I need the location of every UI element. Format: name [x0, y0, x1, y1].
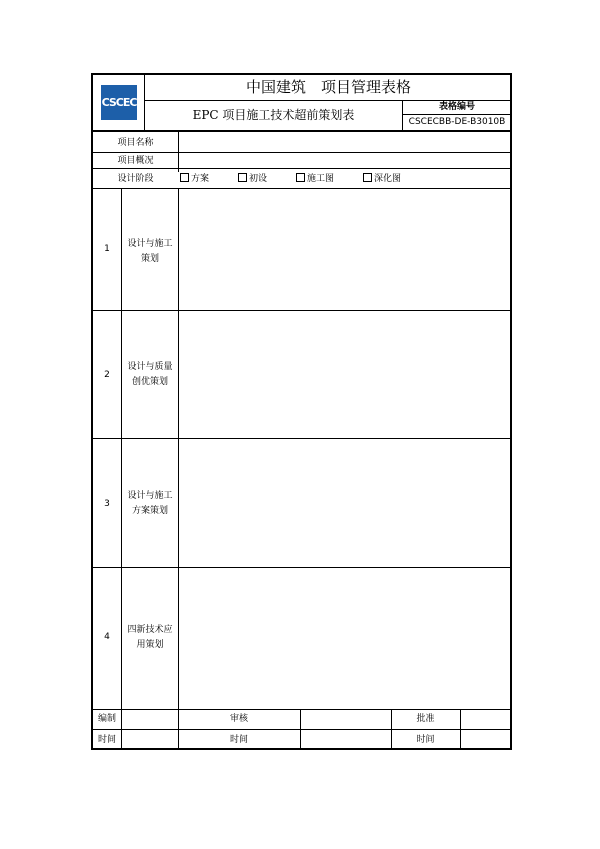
option-construction-drawing[interactable]: 施工图 — [296, 173, 334, 185]
time-field[interactable] — [461, 730, 512, 750]
divider — [121, 709, 122, 750]
project-name-field[interactable] — [179, 132, 512, 152]
project-overview-field[interactable] — [179, 153, 512, 168]
item-content-field[interactable] — [179, 311, 512, 438]
option-detailed-drawing[interactable]: 深化图 — [363, 173, 401, 185]
item-title: 设计与施工 方案策划 — [127, 491, 173, 516]
item-content-field[interactable] — [179, 568, 512, 709]
item-number: 4 — [104, 632, 110, 642]
checkbox-icon — [180, 173, 189, 182]
time-field[interactable] — [122, 730, 178, 750]
checkbox-icon — [363, 173, 372, 182]
time-label: 时间 — [229, 735, 248, 745]
form-table — [91, 73, 512, 750]
divider — [93, 168, 512, 169]
approve-field[interactable] — [461, 710, 512, 729]
review-label: 审核 — [229, 714, 248, 724]
item-title: 设计与施工 策划 — [127, 239, 173, 264]
review-field[interactable] — [301, 710, 391, 729]
divider — [178, 132, 179, 172]
checkbox-icon — [296, 173, 305, 182]
design-stage-label: 设计阶段 — [117, 174, 154, 184]
time-label: 时间 — [416, 735, 435, 745]
form-title-main: 中国建筑 项目管理表格 — [245, 78, 411, 96]
checkbox-icon — [238, 173, 247, 182]
time-label: 时间 — [97, 735, 116, 745]
time-field[interactable] — [301, 730, 391, 750]
approve-label: 批准 — [416, 714, 435, 724]
option-scheme[interactable]: 方案 — [180, 173, 209, 185]
item-number: 2 — [104, 370, 110, 380]
item-title: 四新技术应 用策划 — [127, 625, 173, 650]
form-code-value: CSCECBB-DE-B3010B — [408, 117, 506, 127]
form-code-label: 表格编号 — [438, 102, 475, 112]
item-number: 1 — [104, 244, 110, 254]
item-content-field[interactable] — [179, 189, 512, 310]
project-name-label: 项目名称 — [117, 138, 154, 148]
item-content-field[interactable] — [179, 439, 512, 567]
logo-text: CSCEC — [101, 96, 137, 109]
logo-cell — [93, 75, 145, 130]
option-preliminary[interactable]: 初设 — [238, 173, 267, 185]
item-number: 3 — [104, 499, 110, 509]
item-title: 设计与质量 创优策划 — [127, 362, 173, 387]
project-overview-label: 项目概况 — [117, 156, 154, 166]
prepared-by-field[interactable] — [122, 710, 178, 729]
prepared-by-label: 编制 — [97, 714, 116, 724]
cscec-logo — [101, 85, 137, 120]
form-title-sub: EPC 项目施工技术超前策划表 — [192, 108, 355, 122]
